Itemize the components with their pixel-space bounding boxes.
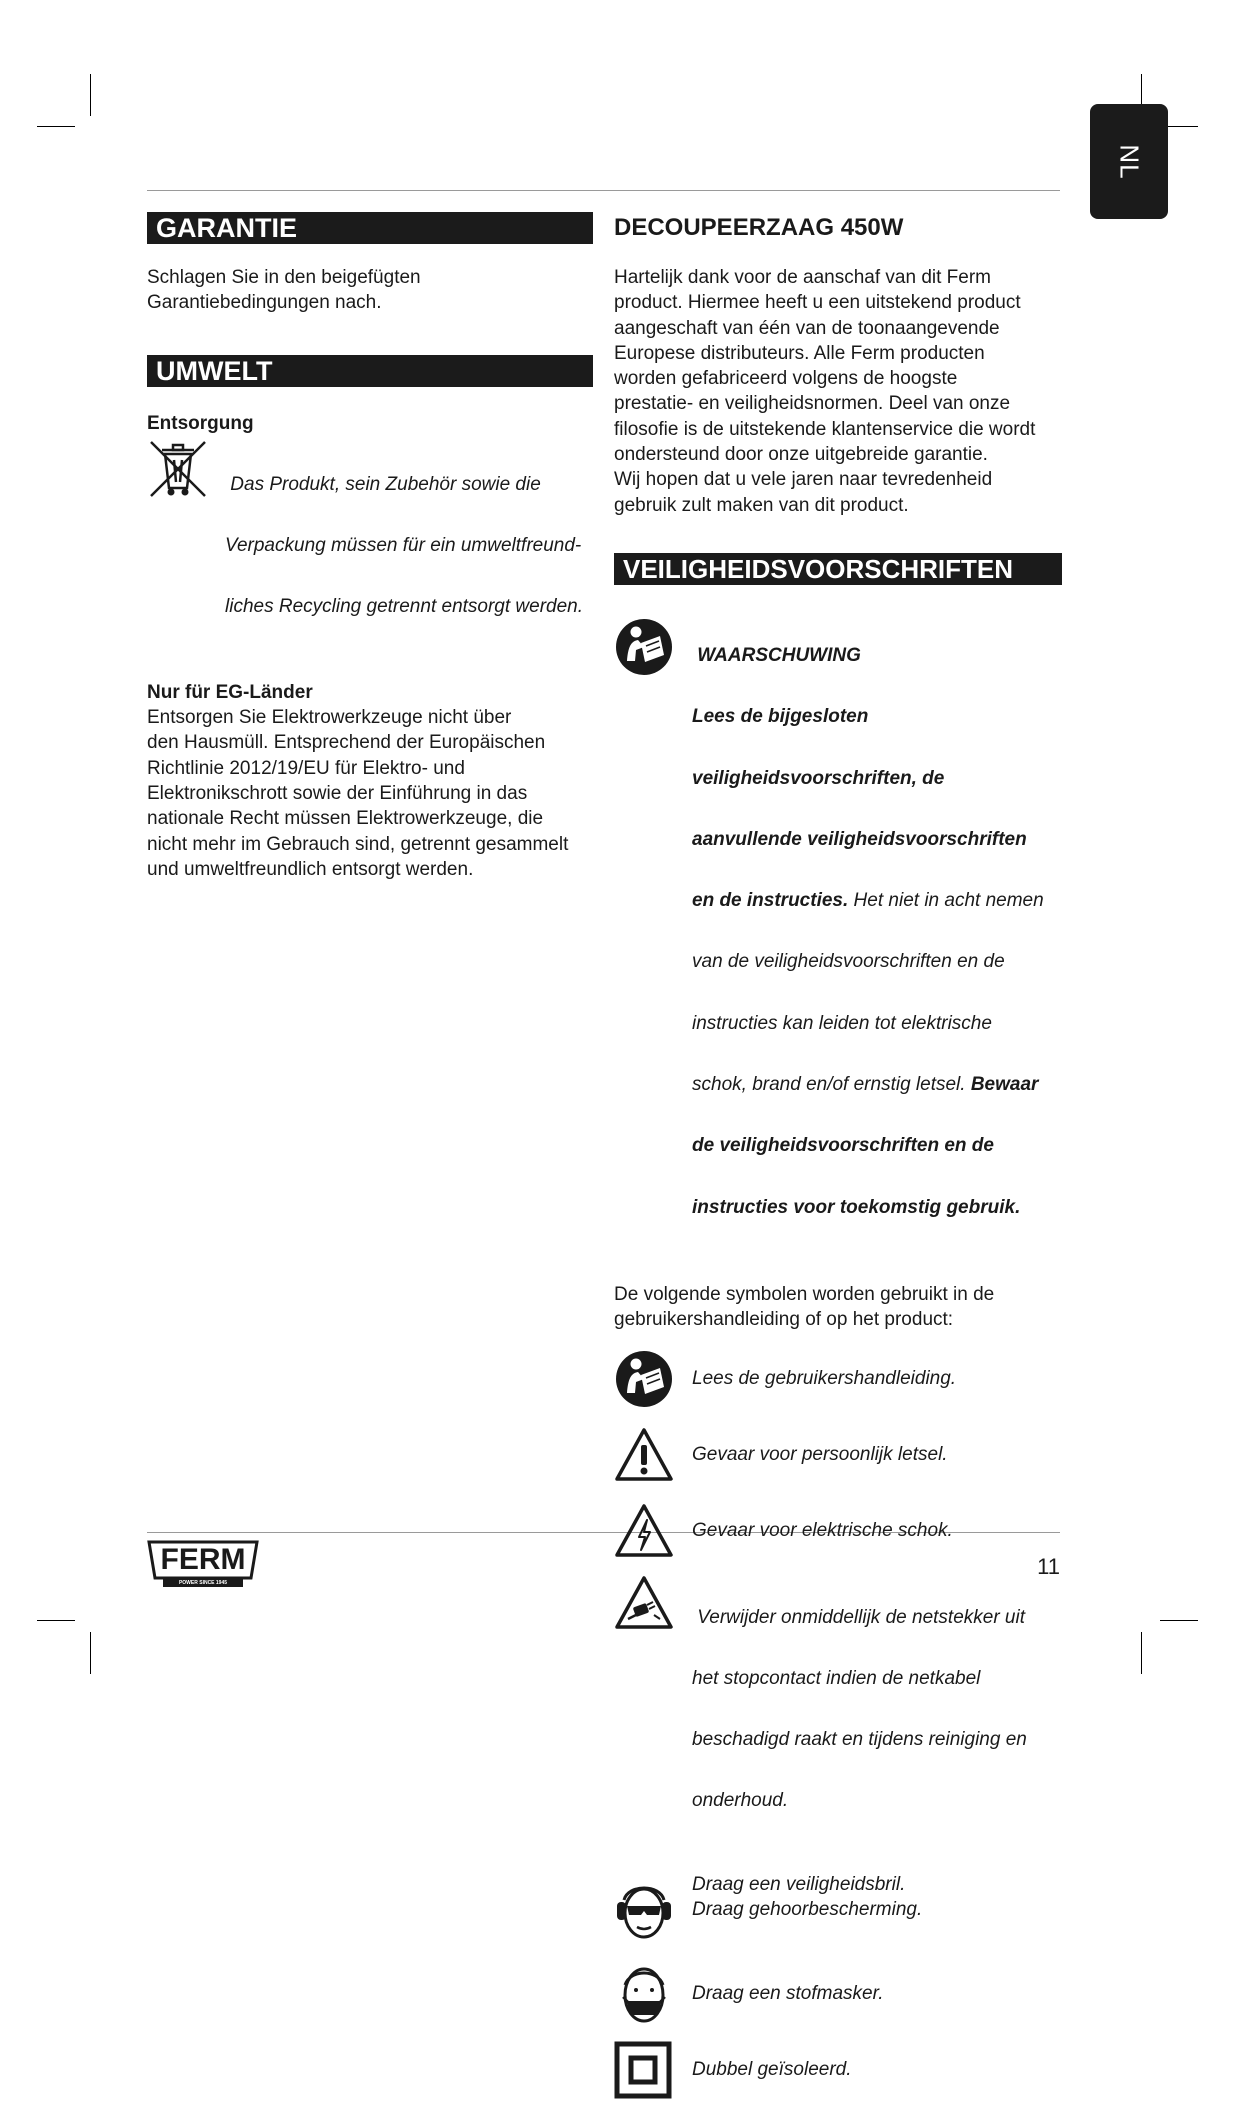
warning-line: instructies voor toekomstig gebruik. <box>692 1196 1021 1218</box>
warning-block <box>614 607 1062 1256</box>
warning-line-bold: en de instructies. <box>692 890 849 912</box>
double-insulated-icon <box>614 2041 692 2099</box>
safety-heading: VEILIGHEIDSVOORSCHRIFTEN <box>614 553 1062 585</box>
crop-mark <box>90 74 91 116</box>
logo-text: FERM <box>160 1543 246 1576</box>
crop-mark <box>37 126 75 127</box>
right-column <box>614 212 1062 2108</box>
warning-line-bold: Bewaar <box>965 1074 1039 1096</box>
entsorgung-text-line: Verpackung müssen für ein umweltfreund- <box>225 535 582 557</box>
umwelt-heading: UMWELT <box>147 355 593 387</box>
header-rule <box>147 190 1060 191</box>
dust-mask-icon <box>614 1963 692 2025</box>
eg-text-line: Elektronikschrott sowie der Einführung in das <box>147 782 528 804</box>
left-column <box>147 212 593 882</box>
language-tab <box>1090 104 1168 219</box>
warning-line: van de veiligheidsvoorschriften en de <box>692 951 1005 973</box>
symbol-row-unplug <box>614 1569 1062 1850</box>
intro-text-line: ondersteund door onze uitgebreide garantie. <box>614 444 988 466</box>
warning-line-rest: Het niet in acht nemen <box>848 890 1044 912</box>
product-title: DECOUPEERZAAG 450W <box>614 214 904 241</box>
warning-line <box>692 1072 1062 1097</box>
intro-text-line: Hartelijk dank voor de aanschaf van dit Ferm <box>614 267 992 288</box>
language-code: NL <box>1114 143 1145 180</box>
crop-mark <box>90 1632 91 1674</box>
electric-shock-icon <box>614 1503 692 1559</box>
symbol-text: Lees de gebruikershandleiding. <box>692 1367 957 1389</box>
entsorgung-title: Entsorgung <box>147 412 254 434</box>
symbols-intro-line: De volgende symbolen worden gebruikt in de <box>614 1283 995 1305</box>
symbol-text: Dubbel geïsoleerd. <box>692 2059 852 2081</box>
symbol-row-injury <box>614 1417 1062 1493</box>
symbol-row-double-insulated <box>614 2032 1062 2108</box>
safety-goggles-ear-protection-icon <box>614 1872 692 1940</box>
disposal-row <box>147 436 593 656</box>
warning-line <box>692 888 1062 913</box>
symbol-text-line: onderhoud. <box>692 1790 789 1812</box>
intro-text-line: Wij hopen dat u vele jaren naar tevredenheid <box>614 469 993 491</box>
eg-text-line: und umweltfreundlich entsorgt werden. <box>147 858 474 880</box>
warning-line: veiligheidsvoorschriften, de <box>692 767 945 789</box>
symbol-text-line: beschadigd raakt en tijdens reiniging en <box>692 1729 1027 1751</box>
read-manual-icon <box>614 1349 692 1409</box>
crop-mark <box>1160 1620 1198 1621</box>
eg-text-line: den Hausmüll. Entsprechend der Europäischen <box>147 732 546 754</box>
crop-mark <box>37 1620 75 1621</box>
symbol-text: Gevaar voor persoonlijk letsel. <box>692 1443 948 1465</box>
symbol-row-shock <box>614 1493 1062 1569</box>
ferm-logo <box>147 1540 259 1593</box>
intro-text-line: filosofie is de uitstekende klantenservice die wordt <box>614 418 1036 440</box>
eg-text-line: nationale Recht müssen Elektrowerkzeuge, die <box>147 808 544 830</box>
intro-text-line: prestatie- en veiligheidsnormen. Deel van onze <box>614 393 1011 415</box>
symbol-row-mask <box>614 1956 1062 2032</box>
intro-text-line: aangeschaft van één van de toonaangevende <box>614 317 1000 339</box>
logo-tagline: POWER SINCE 1945 <box>178 1580 228 1586</box>
warning-line: de veiligheidsvoorschriften en de <box>692 1135 994 1157</box>
intro-text-line: Europese distributeurs. Alle Ferm producten <box>614 342 985 364</box>
read-manual-icon <box>614 607 692 677</box>
entsorgung-text-line: Das Produkt, sein Zubehör sowie die <box>225 473 541 495</box>
eg-title: Nur für EG-Länder <box>147 681 313 703</box>
intro-text-line: product. Hiermee heeft u een uitstekend product <box>614 292 1021 314</box>
garantie-text-line: Garantiebedingungen nach. <box>147 292 382 314</box>
symbol-text-line: Draag gehoorbescherming. <box>692 1899 923 1921</box>
garantie-text-line: Schlagen Sie in den beigefügten <box>147 267 421 288</box>
unplug-icon <box>614 1569 692 1631</box>
warning-line-italic: schok, brand en/of ernstig letsel. <box>692 1074 966 1096</box>
symbol-text: Draag een stofmasker. <box>692 1983 884 2005</box>
symbol-text-line: het stopcontact indien de netkabel <box>692 1667 981 1689</box>
warning-line: aanvullende veiligheidsvoorschriften <box>692 828 1027 850</box>
eg-text-line: Richtlinie 2012/19/EU für Elektro- und <box>147 757 465 779</box>
symbols-intro-line: gebruikershandleiding of op het product: <box>614 1309 954 1331</box>
warning-triangle-icon <box>614 1427 692 1483</box>
symbol-row-manual <box>614 1341 1062 1417</box>
crop-mark <box>1141 1632 1142 1674</box>
eg-text-line: nicht mehr im Gebrauch sind, getrennt gesammelt <box>147 833 569 855</box>
symbol-text: Gevaar voor elektrische schok. <box>692 1519 953 1541</box>
crossed-bin-icon <box>147 436 225 500</box>
warning-title: WAARSCHUWING <box>692 644 861 666</box>
warning-line: Lees de bijgesloten <box>692 706 869 728</box>
garantie-heading: GARANTIE <box>147 212 593 244</box>
intro-text-line: gebruik zult maken van dit product. <box>614 494 909 516</box>
symbol-row-goggles <box>614 1872 1062 1948</box>
warning-line: instructies kan leiden tot elektrische <box>692 1012 992 1034</box>
entsorgung-text-line: liches Recycling getrennt entsorgt werden. <box>225 596 584 618</box>
symbol-text-line: Verwijder onmiddellijk de netstekker uit <box>692 1606 1026 1628</box>
symbol-text-line: Draag een veiligheidsbril. <box>692 1873 906 1895</box>
eg-text-line: Entsorgen Sie Elektrowerkzeuge nicht über <box>147 707 512 729</box>
page-number: 11 <box>1037 1554 1060 1579</box>
intro-text-line: worden gefabriceerd volgens de hoogste <box>614 368 958 390</box>
